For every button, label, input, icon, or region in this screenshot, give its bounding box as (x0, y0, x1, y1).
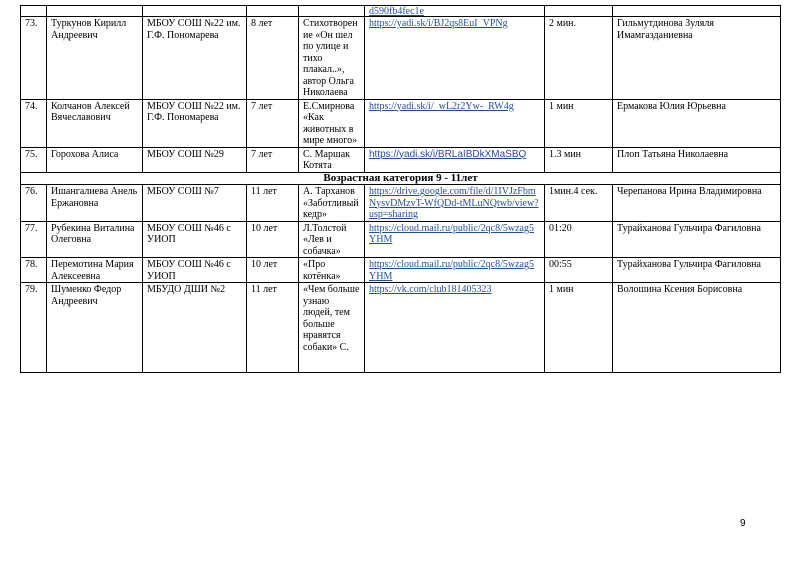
video-link[interactable]: https://cloud.mail.ru/public/2qc8/5wzag5YHM (365, 221, 545, 258)
school-name: МБОУ СОШ №22 им. Г.Ф. Пономарева (143, 17, 247, 100)
work-title: Стихотворение «Он шел по улице и тихо плакал..», автор Ольга Николаева (299, 17, 365, 100)
table-row (21, 221, 781, 258)
table-row (21, 99, 781, 147)
duration: 1 мин (545, 283, 613, 373)
row-number: 79. (21, 283, 47, 373)
participants-table (20, 5, 781, 373)
video-link[interactable]: https://yadi.sk/i/BJ2qs8EuI_VPNg (365, 17, 545, 100)
participant-age: 11 лет (247, 283, 299, 373)
work-title: Л.Толстой «Лев и собачка» (299, 221, 365, 258)
participant-age: 11 лет (247, 185, 299, 222)
duration: 2 мин. (545, 17, 613, 100)
school-name: МБОУ СОШ №46 с УИОП (143, 258, 247, 283)
school-name: МБОУ СОШ №7 (143, 185, 247, 222)
participant-age: 10 лет (247, 258, 299, 283)
video-link[interactable]: https://yadi.sk/i/BRLaIBDkXMaSBQ (365, 147, 545, 172)
teacher-name: Гильмутдинова Зуляля Имамгазданиевна (613, 17, 781, 100)
table-row (21, 17, 781, 100)
row-number: 75. (21, 147, 47, 172)
duration: 01:20 (545, 221, 613, 258)
duration: 00:55 (545, 258, 613, 283)
participant-name: Перемотина Мария Алексеевна (47, 258, 143, 283)
row-number: 78. (21, 258, 47, 283)
participant-name: Рубекина Виталина Олеговна (47, 221, 143, 258)
participant-name: Ишангалиева Анель Ержановна (47, 185, 143, 222)
work-title: А. Тарханов «Заботливый кедр» (299, 185, 365, 222)
page-number: 9 (740, 518, 746, 529)
duration: 1 мин (545, 99, 613, 147)
table-row (21, 147, 781, 172)
school-name: МБУДО ДШИ №2 (143, 283, 247, 373)
teacher-name: Турайханова Гульчира Фагиловна (613, 221, 781, 258)
participant-age: 7 лет (247, 147, 299, 172)
participant-age: 8 лет (247, 17, 299, 100)
work-title: С. Маршак Котята (299, 147, 365, 172)
row-number: 73. (21, 17, 47, 100)
video-link[interactable]: https://cloud.mail.ru/public/2qc8/5wzag5YHM (365, 258, 545, 283)
teacher-name: Волошина Ксения Борисовна (613, 283, 781, 373)
table-row (21, 185, 781, 222)
school-name: МБОУ СОШ №29 (143, 147, 247, 172)
row-number: 76. (21, 185, 47, 222)
row-number: 77. (21, 221, 47, 258)
video-link[interactable]: https://vk.com/club181405323 (365, 283, 545, 373)
table-row (21, 258, 781, 283)
participant-age: 7 лет (247, 99, 299, 147)
table-row-continuation (21, 6, 781, 17)
teacher-name: Ермакова Юлия Юрьевна (613, 99, 781, 147)
table-row (21, 283, 781, 373)
category-heading: Возрастная категория 9 - 11лет (21, 172, 781, 185)
teacher-name: Плоп Татьяна Николаевна (613, 147, 781, 172)
school-name: МБОУ СОШ №46 с УИОП (143, 221, 247, 258)
teacher-name: Черепанова Ирина Владимировна (613, 185, 781, 222)
work-title: «Чем больше узнаю людей, тем больше нравятся собаки» С. (299, 283, 365, 373)
work-title: «Про котёнка» (299, 258, 365, 283)
category-row (21, 172, 781, 185)
participant-name: Шуменко Федор Андреевич (47, 283, 143, 373)
duration: 1мин.4 сек. (545, 185, 613, 222)
work-title: Е.Смирнова «Как животных в мире много» (299, 99, 365, 147)
participant-name: Горохова Алиса (47, 147, 143, 172)
participant-age: 10 лет (247, 221, 299, 258)
video-link[interactable]: https://yadi.sk/i/_wL2r2Yw-_RW4g (365, 99, 545, 147)
row-number: 74. (21, 99, 47, 147)
school-name: МБОУ СОШ №22 им. Г.Ф. Пономарева (143, 99, 247, 147)
participant-name: Колчанов Алексей Вячеславович (47, 99, 143, 147)
duration: 1.3 мин (545, 147, 613, 172)
video-link[interactable]: https://drive.google.com/file/d/1IVJzFbmNysvDMzvT-WfQDd-tMLuNQtwb/view?usp=sharing (365, 185, 545, 222)
teacher-name: Турайханова Гульчира Фагиловна (613, 258, 781, 283)
video-link[interactable]: d590fb4fec1e (365, 6, 545, 17)
participant-name: Туркунов Кирилл Андреевич (47, 17, 143, 100)
